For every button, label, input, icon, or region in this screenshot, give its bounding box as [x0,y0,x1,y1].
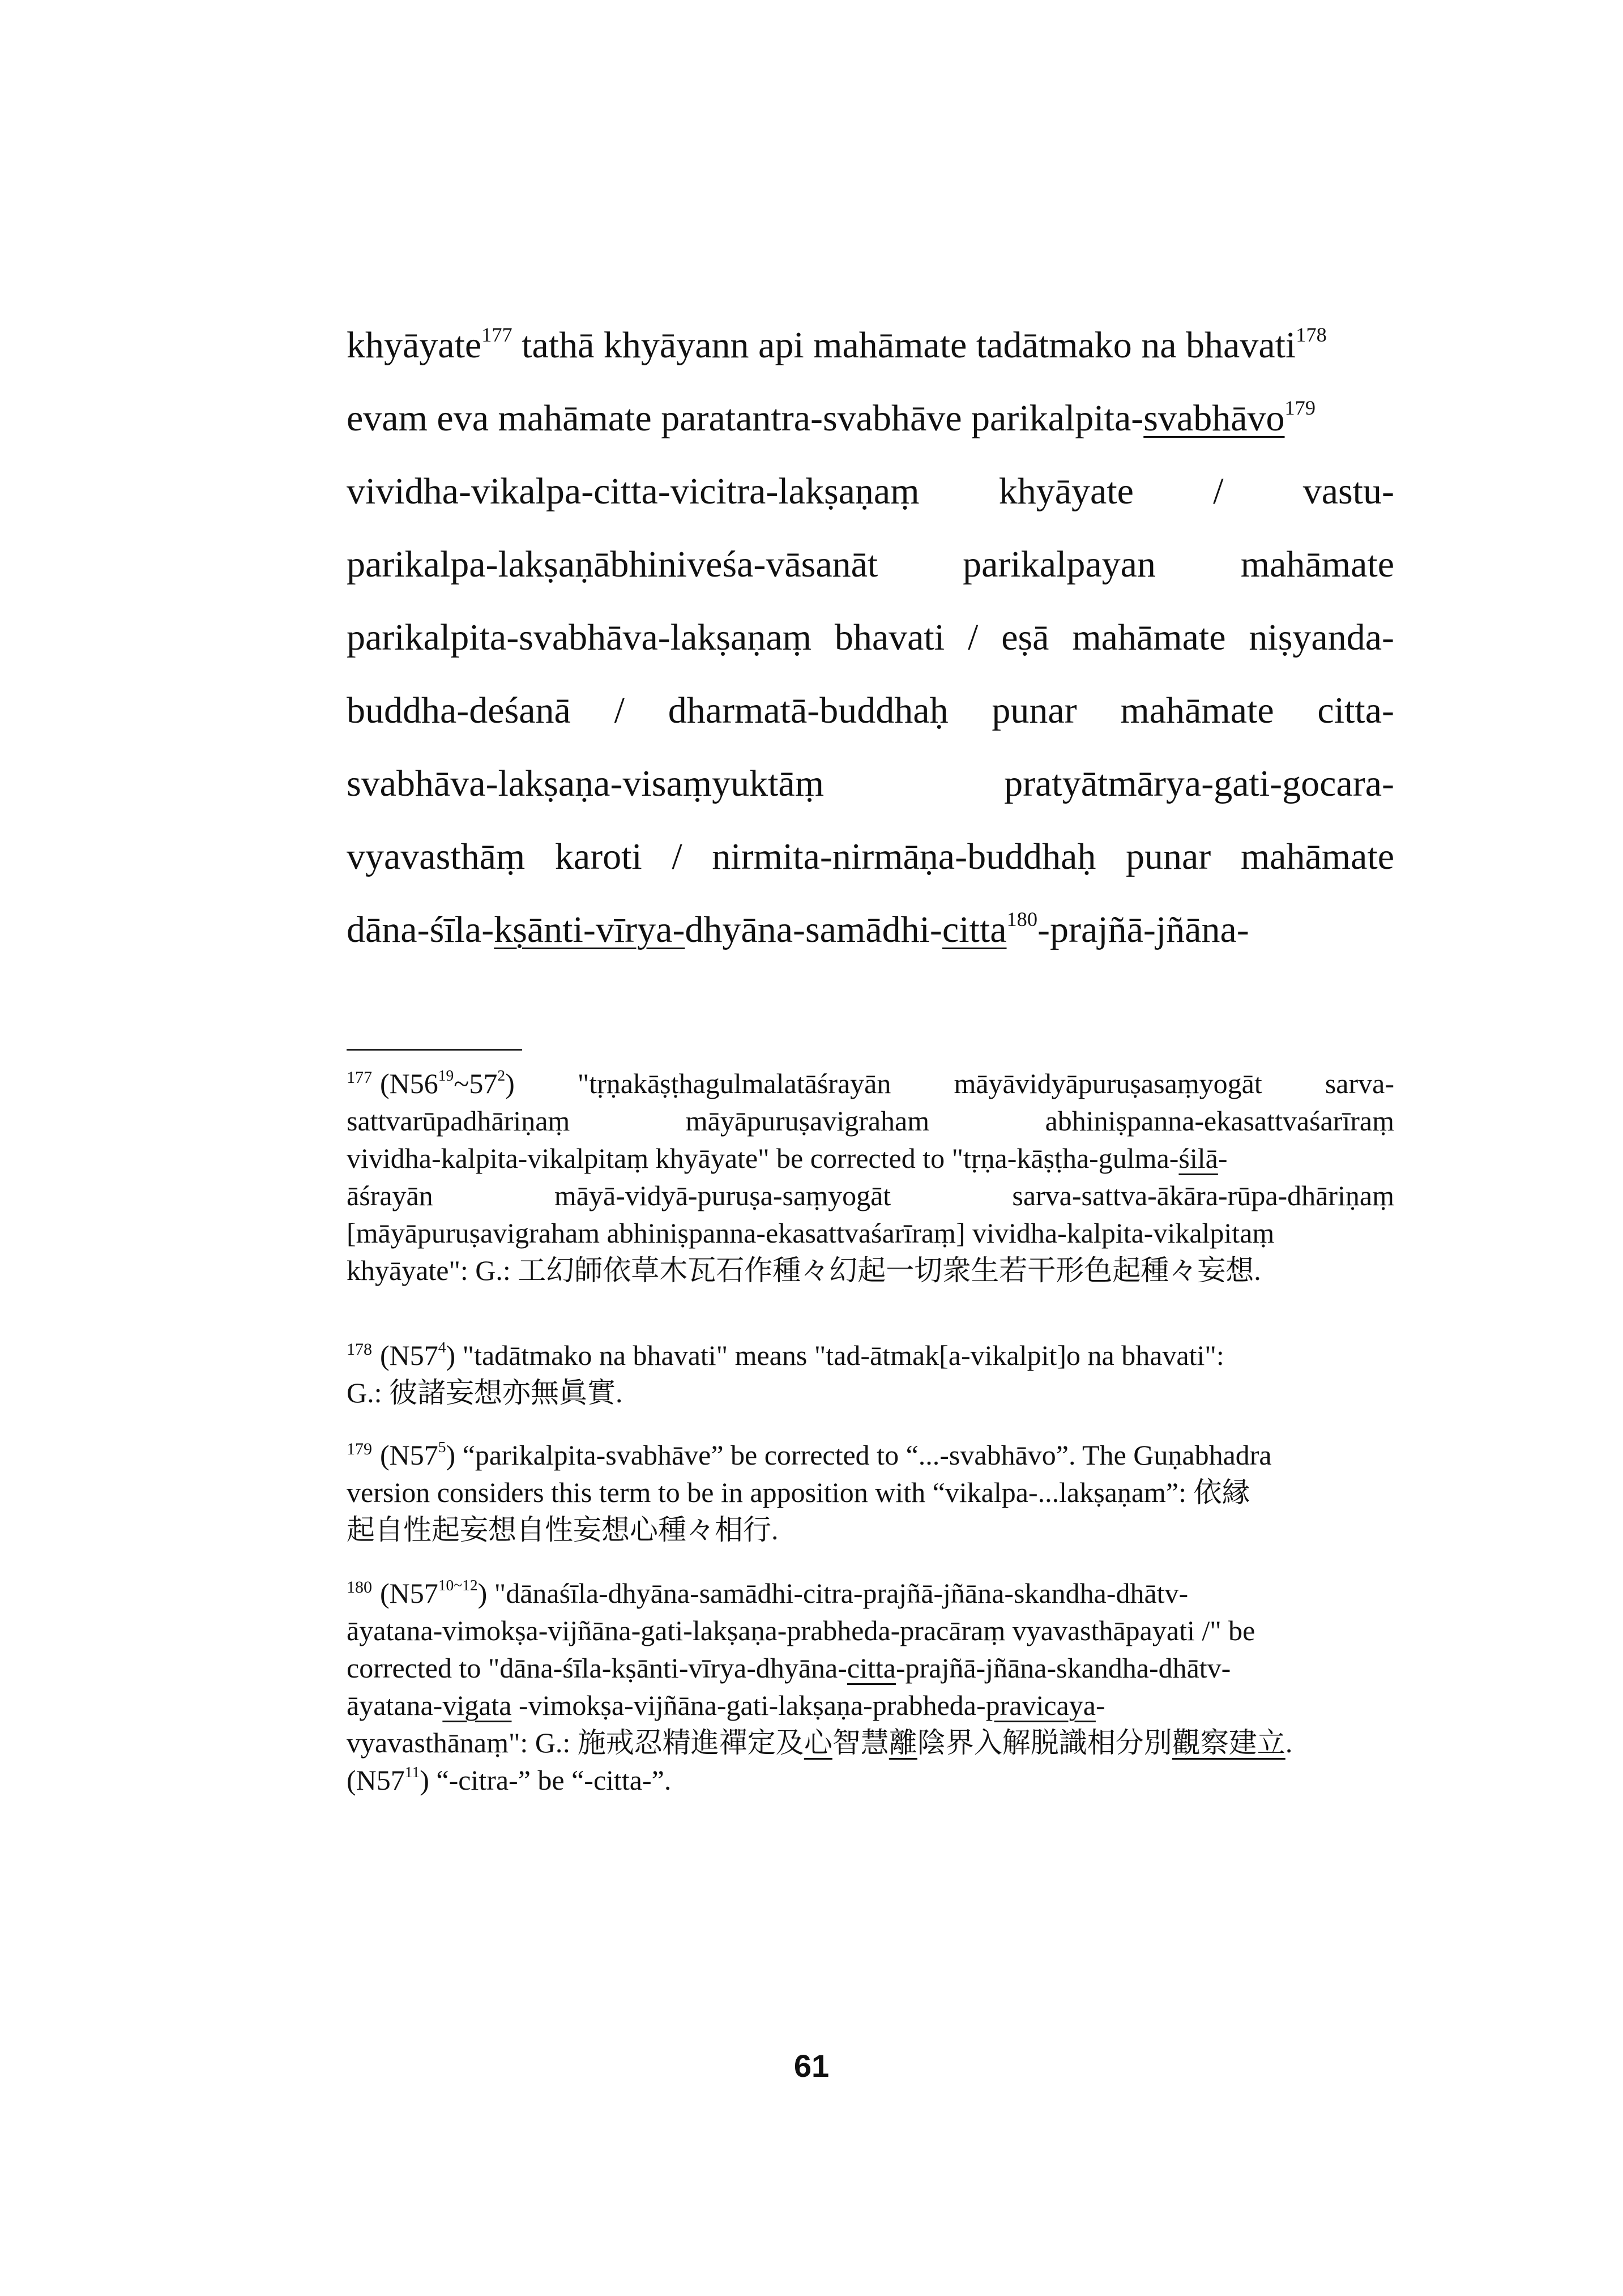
footnote-178: $^{178}$ $(N57^4)$ "tadātmako na bhavati" means "tad-ātmak[a-vikalpit]o na bhavati": G.: 彼諸妄想亦無眞實. [347,1338,1224,1409]
footnote-ref-179: 179 [1284,396,1316,419]
main-line-3: vividha-vikalpa-citta-vicitra-lakṣaṇaṃ khyāyate / vastu- [347,471,1394,512]
underlined-term: citta [942,909,1007,950]
footnote-179: $^{179}$ $(N57^5)$ “parikalpita-svabhāve” be corrected to “...-svabhāvo”. The Guṇabhadra version considers this term to be in apposition with “vikalpa-...lakṣaṇam”: 依縁 起自性起妄想自性妄想心種々相行. [347,1438,1272,1546]
page-number: 61 [793,2048,830,2084]
main-line-6: buddha-deśanā / dharmatā-buddhaḥ punar mahāmate citta- [347,690,1394,731]
main-line-7: svabhāva-lakṣaṇa-visaṃyuktāṃ pratyātmārya-gati-gocara- [347,763,1394,804]
main-line-4: parikalpa-lakṣaṇābhiniveśa-vāsanāt parikalpayan mahāmate [347,544,1394,585]
underlined-term: svabhāvo [1143,398,1285,439]
main-line-5: parikalpita-svabhāva-lakṣaṇaṃ bhavati / eṣā mahāmate niṣyanda- [347,617,1394,658]
footnote-ref-178: 178 [1296,323,1327,346]
footnote-number: 179 [347,1440,372,1458]
main-text [347,309,1394,966]
footnote-ref-177: 177 [481,323,512,346]
main-line-2: evam eva mahāmate paratantra-svabhāve parikalpita-svabhāvo$^{179}$ [347,396,1316,439]
footnote-number: 178 [347,1340,372,1359]
footnote-number: 177 [347,1068,372,1087]
footnote-177: $^{177}$ $(N56^{19}\sim 57^2)$ "tṛṇakāṣṭhagulmalatāśrayān māyāvidyāpuruṣasaṃyogāt sarva- sattvarūpadhāriṇaṃ māyāpuruṣavigraham abhiniṣpanna-ekasattvaśarīraṃ vividha-kalpita-vikalpitaṃ khyāyate" be corrected to "tṛṇa-kāṣṭha-gulma-śilā- āśrayān māyā-vidyā-puruṣa-saṃyogāt sarva-sattva-ākāra-rūpa-dhāriṇaṃ [māyāpuruṣavigraham abhiniṣpanna-ekasattvaśarīraṃ] vividha-kalpita-vikalpitaṃ khyāyate": G.: 工幻師依草木瓦石作種々幻起一切衆生若干形色起種々妄想. [347,1066,1394,1286]
footnote-180: $^{180}$ $(N57^{10\sim 12})$ "dānaśīla-dhyāna-samādhi-citra-prajñā-jñāna-skandha-dhātv- āyatana-vimokṣa-vijñāna-gati-lakṣaṇa-prabheda-pracāraṃ vyavasthāpayati /" be corrected to "dāna-śīla-kṣānti-vīrya-dhyāna-citta-prajñā-jñāna-skandha-dhātv- āyatana-vigata -vimokṣa-vijñāna-gati-lakṣaṇa-prabheda-pravicaya- vyavasthānaṃ": G.: 施戒忍精進禪定及心智慧離陰界入解脱識相分別觀察建立. $(N57^{11})$ “-citra-” be “-citta-”. [347,1576,1293,1796]
underlined-term: kṣānti-vīrya- [494,909,685,950]
footnote-ref-180: 180 [1006,907,1037,931]
main-line-8: vyavasthāṃ karoti / nirmita-nirmāṇa-buddhaḥ punar mahāmate [347,836,1394,877]
footnote-separator [347,1049,522,1051]
footnote-number: 180 [347,1578,372,1597]
main-line-1: khyāyate$^{177}$ tathā khyāyann api mahāmate tadātmako na bhavati$^{178}$ [347,323,1327,366]
main-line-9: dāna-śīla-kṣānti-vīrya-dhyāna-samādhi-citta$^{180}$-prajñā-jñāna- [347,907,1249,950]
